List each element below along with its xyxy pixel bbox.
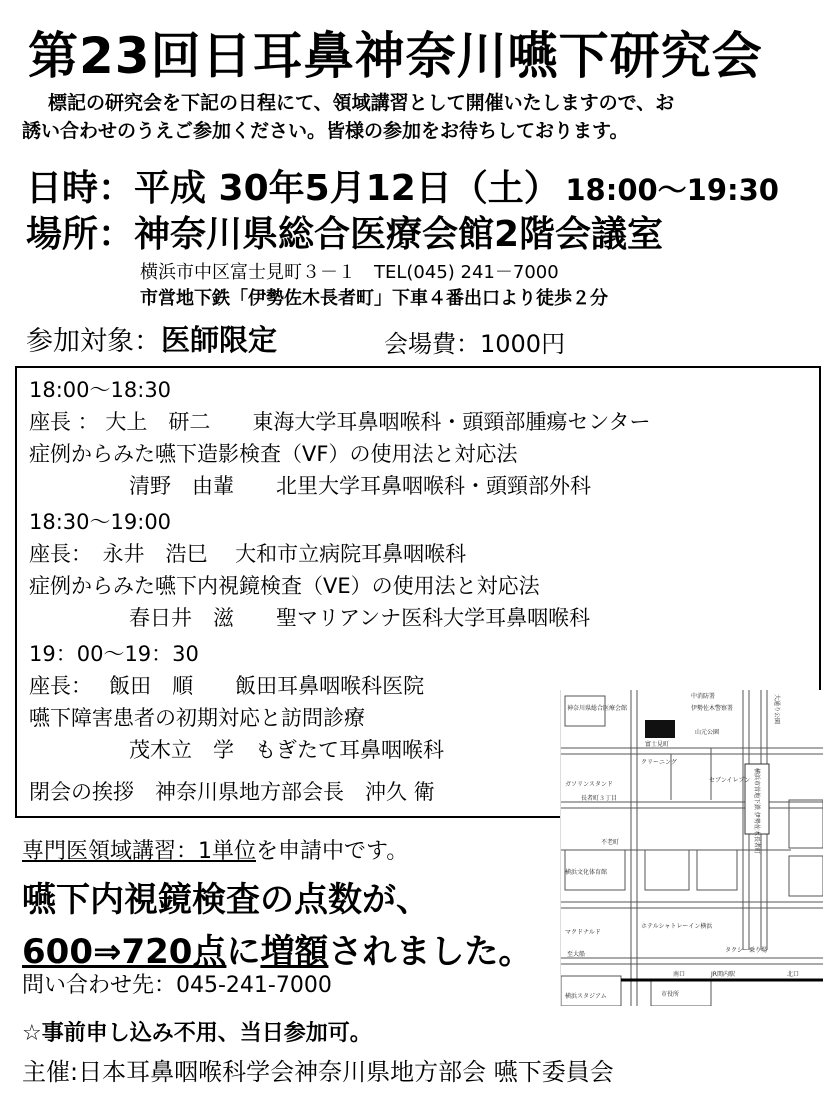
map-label-isezaki: 伊勢佐木警察署 bbox=[691, 705, 734, 712]
map-label-cityhall: 市役所 bbox=[661, 991, 680, 998]
program-time-3: 19：00〜19：30 bbox=[29, 642, 199, 666]
access-map-drawing bbox=[561, 690, 823, 1006]
map-label-fire: 中消防署 bbox=[691, 693, 716, 700]
event-datetime bbox=[26, 160, 779, 211]
highlight-end: されました。 bbox=[328, 932, 533, 972]
participant-target bbox=[26, 318, 277, 359]
program-speaker-1: 清野 由輩 北里大学耳鼻咽喉科・頭頸部外科 bbox=[129, 474, 591, 498]
map-label-fudocho: 不老町 bbox=[601, 839, 620, 846]
venue-access: 市営地下鉄「伊勢佐木長者町」下車４番出口より徒歩２分 bbox=[140, 288, 608, 309]
map-label-subway: 横浜市営地下鉄 伊勢佐木長者町 bbox=[753, 768, 760, 854]
datetime-time: 18:00〜19:30 bbox=[565, 173, 779, 207]
program-time-2: 18:30〜19:00 bbox=[29, 510, 172, 534]
map-label-hotel: ホテルシャトレーイン横浜 bbox=[641, 923, 713, 930]
map-label-jr: JR関内駅 bbox=[711, 971, 735, 978]
map-label-oodori: 大通り公園 bbox=[773, 694, 780, 725]
map-label-taxi: タクシー乗り場 bbox=[725, 947, 768, 954]
program-topic-2: 症例からみた嚥下内視鏡検査（VE）の使用法と対応法 bbox=[29, 574, 540, 598]
program-topic-3: 嚥下障害患者の初期対応と訪問診療 bbox=[29, 706, 365, 730]
map-label-venue: 神奈川県総合医療会館 bbox=[567, 705, 628, 712]
map-label-cleaning: クリーニング bbox=[641, 759, 677, 766]
intro-line-1: 標記の研究会を下記の日程にて、領域講習として開催いたしますので、お bbox=[48, 92, 675, 114]
map-label-seven: セブンイレブン bbox=[709, 777, 751, 784]
map-label-chojamachi: 長者町３丁目 bbox=[581, 795, 618, 802]
highlight-increase: 増額 bbox=[260, 932, 329, 972]
program-closing: 閉会の挨拶 神奈川県地方部会長 沖久 衛 bbox=[29, 780, 435, 804]
venue-fee: 会場費：1000円 bbox=[384, 330, 566, 358]
access-map bbox=[560, 690, 823, 1006]
map-label-kita: 北口 bbox=[787, 971, 800, 978]
target-value: 医師限定 bbox=[161, 323, 278, 357]
target-label: 参加対象： bbox=[26, 326, 161, 357]
credit-rest: を申請中です。 bbox=[256, 839, 409, 864]
map-label-yamamoto: 山元公園 bbox=[695, 729, 720, 736]
map-label-stadium: 横浜スタジアム bbox=[565, 993, 607, 1000]
venue-marker bbox=[645, 720, 675, 738]
program-topic-1: 症例からみた嚥下造影検査（VF）の使用法と対応法 bbox=[29, 442, 518, 466]
registration-note: ☆事前申し込み不用、当日参加可。 bbox=[22, 1021, 372, 1046]
program-chair-2: 座長： 永井 浩巳 大和市立病院耳鼻咽喉科 bbox=[29, 542, 467, 566]
page-title: 第23回日耳鼻神奈川嚥下研究会 bbox=[28, 27, 763, 85]
map-label-gas: ガソリンスタンド bbox=[565, 781, 613, 788]
highlight-score: 600⇒720点 bbox=[22, 932, 227, 972]
program-chair-3: 座長： 飯田 順 飯田耳鼻咽喉科医院 bbox=[29, 674, 425, 698]
intro-line-2: 誘い合わせのうえご参加ください。皆様の参加をお待ちしております。 bbox=[22, 120, 629, 142]
highlight-mid: に bbox=[226, 932, 261, 972]
highlight-line-2 bbox=[22, 924, 532, 973]
map-label-sports: 横浜文化体育館 bbox=[565, 869, 608, 876]
program-speaker-2: 春日井 滋 聖マリアンナ医科大学耳鼻咽喉科 bbox=[129, 606, 591, 630]
program-time-1: 18:00〜18:30 bbox=[29, 378, 172, 402]
venue-address: 横浜市中区富士見町３－１ TEL(045) 241－7000 bbox=[140, 262, 559, 283]
map-roads bbox=[561, 690, 823, 1006]
contact-phone: 問い合わせ先：045-241-7000 bbox=[22, 973, 332, 998]
event-place: 場所：神奈川県総合医療会館2階会議室 bbox=[26, 214, 664, 255]
credit-note bbox=[22, 834, 408, 865]
map-label-ofuna: 至大船 bbox=[567, 951, 586, 958]
map-label-mcd: マクドナルド bbox=[565, 929, 601, 936]
datetime-label: 日時：平成 30年5月12日（土） bbox=[26, 168, 560, 209]
program-speaker-3: 茂木立 学 もぎたて耳鼻咽喉科 bbox=[129, 738, 444, 762]
map-label-fujimi: 富士見町 bbox=[645, 741, 670, 748]
highlight-line-1: 嚥下内視鏡検査の点数が、 bbox=[22, 880, 430, 920]
credit-underlined: 専門医領域講習：1単位 bbox=[22, 839, 256, 864]
organizer: 主催:日本耳鼻咽喉科学会神奈川県地方部会 嚥下委員会 bbox=[22, 1058, 614, 1086]
program-chair-1: 座長 ： 大上 研二 東海大学耳鼻咽喉科・頭頸部腫瘍センター bbox=[29, 410, 651, 434]
map-label-minami: 南口 bbox=[673, 971, 686, 978]
